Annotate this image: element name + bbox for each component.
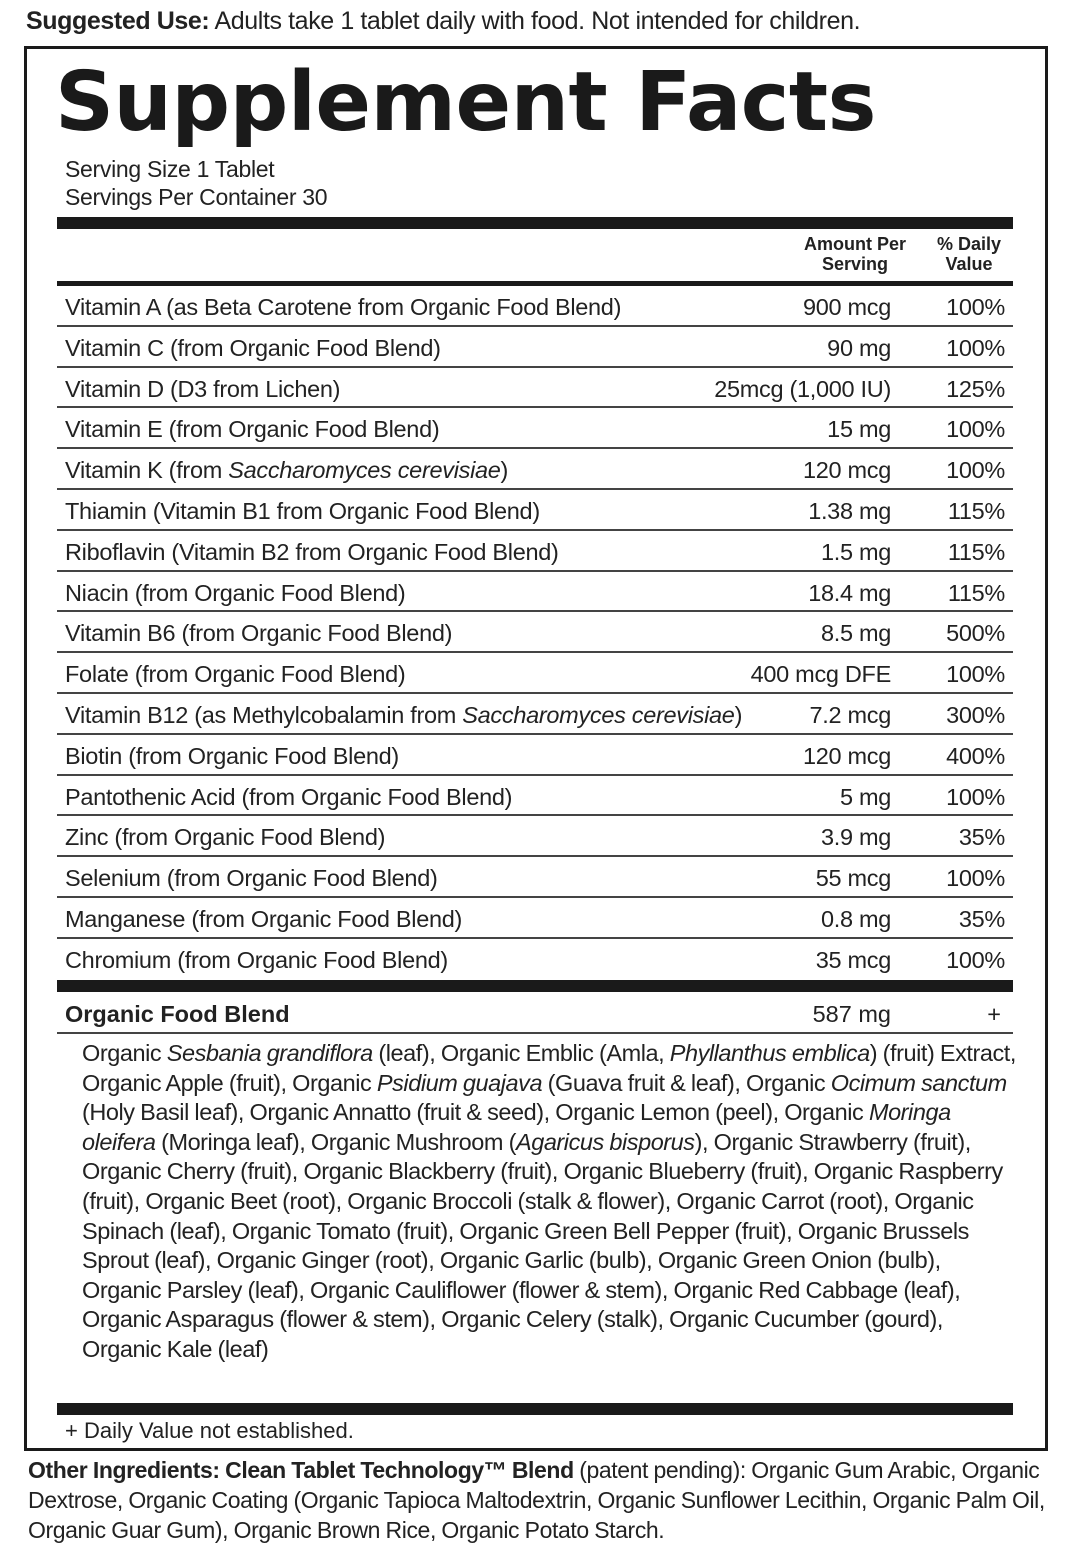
ingredient-text: (Moringa leaf), Organic Mushroom (: [155, 1128, 516, 1155]
nutrient-name: [65, 457, 508, 483]
nutrient-daily-value: 400%: [946, 742, 1005, 769]
other-ingredients: [28, 1455, 1068, 1545]
blend-ingredients: [82, 1039, 1017, 1365]
serving-size: Serving Size 1 Tablet: [65, 156, 275, 182]
dv-header-line2: Value: [945, 254, 993, 274]
facts-title: Supplement Facts: [55, 55, 876, 150]
nutrient-amount: 5 mg: [839, 783, 891, 810]
nutrient-amount: 8.5 mg: [820, 620, 891, 647]
ingredient-text: Organic: [82, 1040, 167, 1066]
ingredient-species-name: Agaricus bisporus: [515, 1128, 695, 1155]
nutrient-name: Vitamin E (from Organic Food Blend): [65, 416, 440, 443]
nutrient-row: [57, 490, 1013, 531]
other-ingredients-label: Other Ingredients: Clean Tablet Technology™ Blend: [28, 1457, 574, 1483]
nutrient-name: Niacin (from Organic Food Blend): [65, 579, 406, 606]
ingredient-species-name: Ocimum sanctum: [830, 1069, 1007, 1096]
suggested-use: [26, 4, 1066, 38]
thick-divider-bottom: [57, 1403, 1013, 1415]
nutrient-daily-value: 100%: [946, 334, 1005, 361]
nutrient-name: Vitamin C (from Organic Food Blend): [65, 334, 441, 361]
nutrient-daily-value: 100%: [946, 946, 1005, 973]
nutrient-amount: 25mcg (1,000 IU): [714, 375, 891, 402]
blend-daily-value: +: [987, 1001, 1001, 1027]
nutrient-name-species: Saccharomyces cerevisiae: [228, 457, 501, 484]
ingredient-species-name: Psidium guajava: [376, 1069, 543, 1096]
nutrient-amount: 0.8 mg: [820, 905, 891, 932]
nutrient-amount: 35 mcg: [815, 946, 891, 973]
nutrient-amount: 1.38 mg: [808, 497, 891, 524]
ingredient-text: (Guava fruit & leaf), Organic: [542, 1069, 831, 1096]
ingredient-species-name: Moringa oleifera: [82, 1099, 951, 1155]
nutrient-daily-value: 100%: [946, 661, 1005, 688]
nutrient-amount: 3.9 mg: [820, 824, 891, 851]
nutrient-row: [57, 735, 1013, 776]
nutrient-name-suffix: ): [500, 457, 509, 484]
nutrient-row: [57, 776, 1013, 817]
nutrient-amount: 120 mcg: [802, 457, 891, 484]
nutrient-row: [57, 531, 1013, 572]
nutrient-name: Riboflavin (Vitamin B2 from Organic Food Blend): [65, 538, 559, 565]
nutrient-row: [57, 939, 1013, 980]
nutrient-name: Thiamin (Vitamin B1 from Organic Food Blend): [65, 497, 540, 524]
nutrient-name: Chromium (from Organic Food Blend): [65, 946, 448, 973]
nutrient-name: Pantothenic Acid (from Organic Food Blend): [65, 783, 513, 810]
nutrient-row: [57, 408, 1013, 449]
daily-value-footnote: + Daily Value not established.: [65, 1418, 354, 1443]
nutrient-table: [57, 286, 1013, 980]
amount-per-serving-header: [787, 234, 923, 274]
thick-divider-top: [57, 217, 1013, 229]
amount-header-line1: Amount Per: [803, 234, 906, 254]
nutrient-name-prefix: Vitamin K (from: [65, 457, 229, 484]
daily-value-header: [925, 234, 1013, 274]
suggested-use-text: Adults take 1 tablet daily with food. Not intended for children.: [209, 7, 861, 35]
other-ingredients-text: (patent pending): Organic Gum Arabic, Organic Dextrose, Organic Coating (Organic Tapioca Maltodextrin, Organic Sunflower Lecithin, Organic Palm Oil, Organic Guar Gum), Organic Brown Rice, Organic Potato Starch.: [28, 1457, 1045, 1543]
nutrient-row: [57, 449, 1013, 490]
nutrient-row: [57, 327, 1013, 368]
nutrient-name: Biotin (from Organic Food Blend): [65, 742, 399, 769]
nutrient-name-species: Saccharomyces cerevisiae: [462, 701, 735, 728]
blend-name: Organic Food Blend: [65, 1001, 290, 1027]
nutrient-name: Vitamin A (as Beta Carotene from Organic Food Blend): [65, 294, 622, 320]
nutrient-daily-value: 100%: [946, 294, 1005, 320]
supplement-facts-panel: [24, 46, 1048, 1451]
nutrient-daily-value: 115%: [947, 497, 1005, 524]
nutrient-amount: 18.4 mg: [808, 579, 891, 606]
nutrient-daily-value: 100%: [946, 783, 1005, 810]
nutrient-daily-value: 500%: [946, 620, 1005, 647]
nutrient-amount: 120 mcg: [802, 742, 891, 769]
nutrient-name: Vitamin B6 (from Organic Food Blend): [65, 620, 453, 647]
ingredient-text: ), Organic Strawberry (fruit), Organic Cherry (fruit), Organic Blackberry (fruit), Organic Blueberry (fruit), Organic Raspberry (fruit), Organic Beet (root), Organic Broccoli (stalk & flower), Organic Carrot (root), Organic Spinach (leaf), Organic Tomato (fruit), Organic Green Bell Pepper (fruit), Organic Brussels Sprout (leaf), Organic Ginger (root), Organic Garlic (bulb), Organic Green Onion (bulb), Organic Parsley (leaf), Organic Cauliflower (flower & stem), Organic Red Cabbage (leaf), Organic Asparagus (flower & stem), Organic Celery (stalk), Organic Cucumber (gourd), Organic Kale (leaf): [82, 1128, 1003, 1362]
nutrient-daily-value: 125%: [946, 375, 1005, 402]
nutrient-amount: 55 mcg: [815, 865, 891, 892]
nutrient-daily-value: 115%: [947, 538, 1005, 565]
nutrient-daily-value: 35%: [958, 905, 1005, 932]
suggested-use-label: Suggested Use:: [26, 7, 210, 35]
nutrient-name-prefix: Vitamin B12 (as Methylcobalamin from: [65, 701, 463, 728]
nutrient-row: [57, 612, 1013, 653]
dv-header-line1: % Daily: [936, 234, 1002, 254]
nutrient-daily-value: 115%: [947, 579, 1005, 606]
nutrient-row: [57, 857, 1013, 898]
nutrient-name: Manganese (from Organic Food Blend): [65, 905, 463, 932]
ingredient-text: (leaf), Organic Emblic (Amla,: [372, 1040, 670, 1066]
thick-divider-middle: [57, 980, 1013, 992]
amount-header-line2: Serving: [821, 254, 889, 274]
nutrient-row: [57, 694, 1013, 735]
nutrient-daily-value: 100%: [946, 416, 1005, 443]
nutrient-row: [57, 286, 1013, 327]
nutrient-name: Folate (from Organic Food Blend): [65, 661, 406, 688]
nutrient-amount: 1.5 mg: [820, 538, 891, 565]
nutrient-row: [57, 368, 1013, 409]
nutrient-daily-value: 100%: [946, 457, 1005, 484]
nutrient-name: Selenium (from Organic Food Blend): [65, 865, 438, 892]
ingredient-text: ) (fruit) Extract, Organic Apple (fruit), Organic: [82, 1040, 1016, 1096]
nutrient-row: [57, 653, 1013, 694]
nutrient-row: [57, 898, 1013, 939]
nutrient-row: [57, 572, 1013, 613]
nutrient-amount: 15 mg: [827, 416, 891, 443]
nutrient-name: [65, 702, 742, 728]
ingredient-species-name: Phyllanthus emblica: [669, 1040, 870, 1066]
nutrient-daily-value: 300%: [946, 701, 1005, 728]
nutrient-name: Vitamin D (D3 from Lichen): [65, 375, 341, 402]
nutrient-amount: 900 mcg: [802, 294, 891, 320]
organic-food-blend-row: [57, 992, 1013, 1034]
nutrient-amount: 90 mg: [827, 334, 891, 361]
ingredient-text: (Holy Basil leaf), Organic Annatto (fruit & seed), Organic Lemon (peel), Organic: [82, 1099, 869, 1126]
servings-per-container: Servings Per Container 30: [65, 184, 328, 210]
ingredient-species-name: Sesbania grandiflora: [166, 1040, 373, 1066]
nutrient-row: [57, 816, 1013, 857]
nutrient-amount: 400 mcg DFE: [750, 661, 891, 688]
blend-amount: 587 mg: [812, 1001, 891, 1027]
nutrient-daily-value: 35%: [958, 824, 1005, 851]
nutrient-daily-value: 100%: [946, 865, 1005, 892]
nutrient-amount: 7.2 mcg: [809, 701, 891, 728]
nutrient-name-suffix: ): [734, 701, 743, 728]
nutrient-name: Zinc (from Organic Food Blend): [65, 824, 386, 851]
